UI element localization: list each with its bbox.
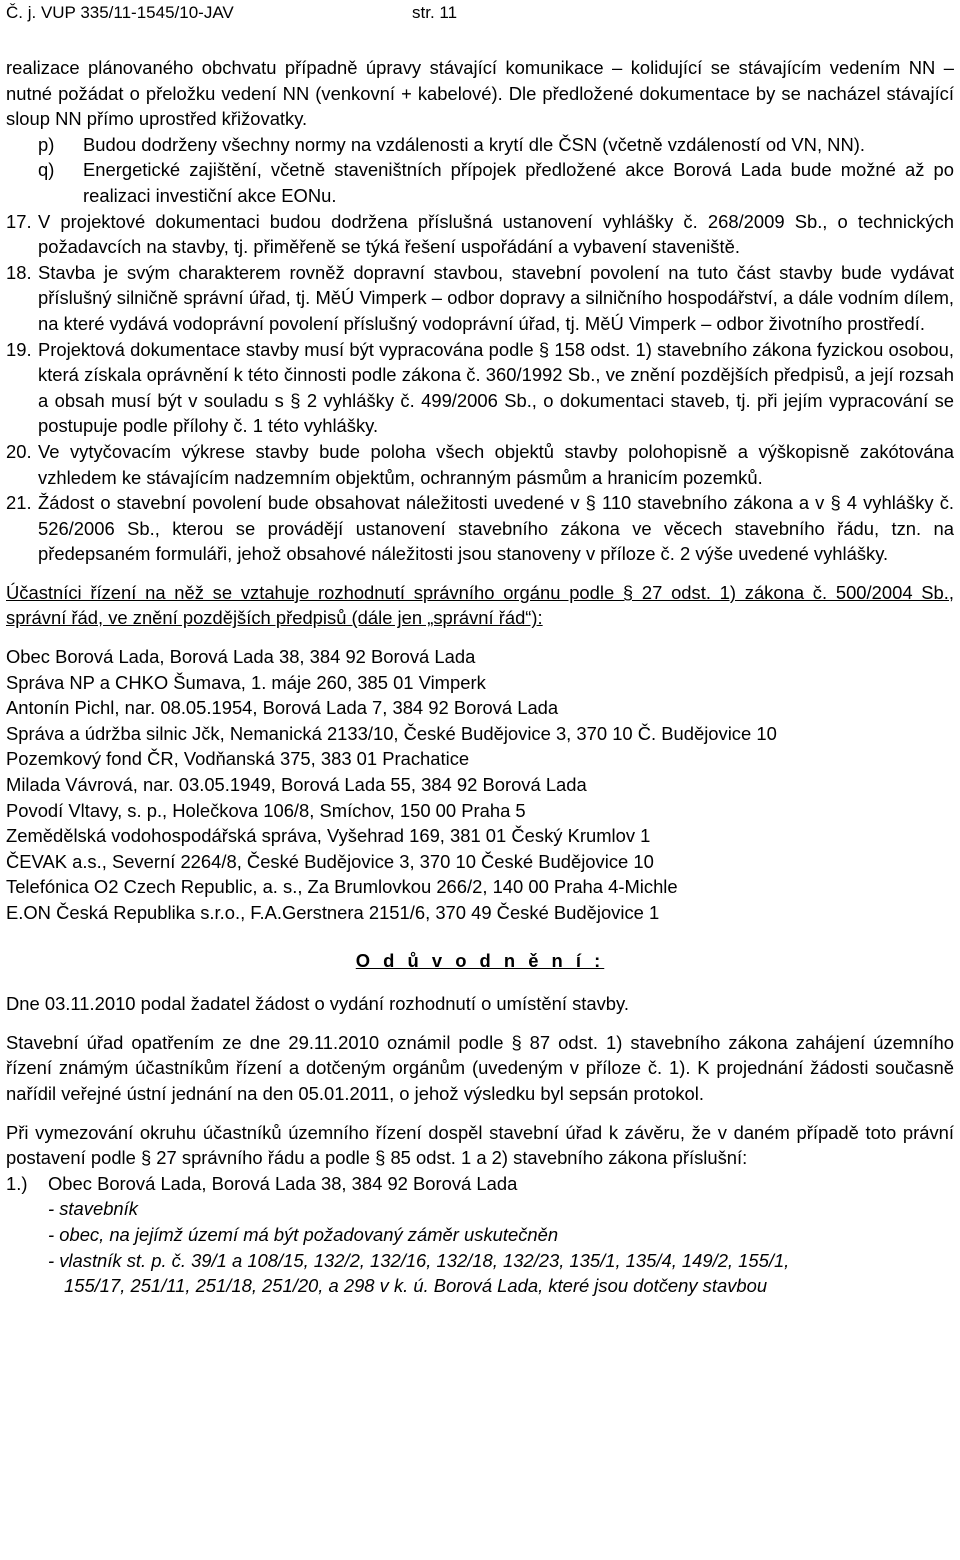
party-role: - obec, na jejímž území má být požadovaný záměr uskutečněn bbox=[48, 1223, 559, 1245]
party-entry bbox=[6, 1171, 954, 1299]
list-item bbox=[6, 157, 954, 208]
list-item-label: p) bbox=[38, 133, 55, 155]
numbered-condition bbox=[6, 260, 954, 337]
participants-heading: Účastníci řízení na něž se vztahuje rozhodnutí správního orgánu podle § 27 odst. 1) zákona č. 500/2004 Sb., správní řád, ve znění pozdějších předpisů (dále jen „správní řád“): bbox=[6, 581, 954, 629]
condition-text: Projektová dokumentace stavby musí být vypracována podle § 158 odst. 1) stavebního zákona fyzickou osobou, která získala oprávnění k této činnosti podle zákona č. 360/1992 Sb., ve znění pozdějších předpisů, a její rozsah a obsah musí být v souladu s § 2 vyhlášky č. 499/2006 Sb., o dokumentaci staveb, tj. při jejím vypracování se postupuje podle přílohy č. 1 této vyhlášky. bbox=[38, 338, 954, 437]
participant-entry: Správa NP a CHKO Šumava, 1. máje 260, 385 01 Vimperk bbox=[6, 671, 486, 693]
participant-entry: ČEVAK a.s., Severní 2264/8, České Budějovice 3, 370 10 České Budějovice 10 bbox=[6, 850, 654, 872]
condition-text: Žádost o stavební povolení bude obsahovat náležitosti uvedené v § 110 stavebního zákona a v § 4 vyhlášky č. 526/2006 Sb., kterou se provádějí ustanovení stavebního zákona ve věcech stavebního řádu, tzn. na předepsaném formuláři, jehož obsahové náležitosti jsou stanoveny v příloze č. 2 výše uvedené vyhlášky. bbox=[38, 492, 954, 565]
participant-entry: Milada Vávrová, nar. 03.05.1949, Borová Lada 55, 384 92 Borová Lada bbox=[6, 774, 587, 796]
party-roles bbox=[48, 1196, 954, 1298]
list-item-text: Energetické zajištění, včetně staveništních přípojek předložené akce Borová Lada bude možné až po realizaci investiční akce EONu. bbox=[83, 159, 954, 206]
spacer bbox=[6, 1107, 954, 1120]
condition-number: 20. bbox=[6, 440, 32, 462]
participant-entry: Zemědělská vodohospodářská správa, Vyšehrad 169, 381 01 Český Krumlov 1 bbox=[6, 825, 651, 847]
document-body bbox=[6, 55, 954, 1299]
party-number: 1.) bbox=[6, 1172, 28, 1194]
participant-entry: Pozemkový fond ČR, Vodňanská 375, 383 01 Prachatice bbox=[6, 748, 470, 770]
condition-text: Stavba je svým charakterem rovněž dopravní stavbou, stavební povolení na tuto část stavby bude vydávat příslušný silničně správní úřad, tj. MěÚ Vimperk – odbor dopravy a silničního hospodářství, a dále vodním dílem, na které vydává vodoprávní povolení příslušný vodoprávní úřad, tj. MěÚ Vimperk – odbor životního prostředí. bbox=[38, 261, 954, 334]
page-header bbox=[6, 2, 458, 24]
spacer bbox=[6, 1017, 954, 1030]
list-item-label: q) bbox=[38, 159, 55, 181]
numbered-condition bbox=[6, 337, 954, 439]
reasons-paragraph: Dne 03.11.2010 podal žadatel žádost o vydání rozhodnutí o umístění stavby. bbox=[6, 993, 629, 1015]
numbered-condition bbox=[6, 439, 954, 490]
numbered-condition bbox=[6, 490, 954, 567]
condition-number: 18. bbox=[6, 261, 32, 283]
reasons-paragraph: Při vymezování okruhu účastníků územního řízení dospěl stavební úřad k závěru, že v daném případě toto právní postavení podle § 27 správního řádu a podle § 85 odst. 1 a 2) stavebního zákona příslušní: bbox=[6, 1121, 954, 1169]
party-role: - stavebník bbox=[48, 1198, 138, 1220]
spacer bbox=[6, 926, 954, 948]
condition-number: 19. bbox=[6, 338, 32, 360]
condition-number: 17. bbox=[6, 210, 32, 232]
condition-number: 21. bbox=[6, 492, 32, 514]
condition-text: V projektové dokumentaci budou dodržena příslušná ustanovení vyhlášky č. 268/2009 Sb., o technických požadavcích na stavby, tj. přiměřeně se týká řešení uspořádání a vybavení staveniště. bbox=[38, 210, 954, 258]
continued-text: realizace plánovaného obchvatu případně úpravy stávající komunikace – kolidující se stávajícím vedením NN – nutné požádat o přeložku vedení NN (venkovní + kabelové). Dle předložené dokumentace by se nacházel stávající sloup NN přímo uprostřed křižovatky. bbox=[6, 57, 954, 130]
participants-list bbox=[6, 644, 954, 926]
party-role: - vlastník st. p. č. 39/1 a 108/15, 132/2, 132/16, 132/18, 132/23, 135/1, 135/4, 149/2, 155/1, bbox=[48, 1249, 790, 1271]
participant-entry: Telefónica O2 Czech Republic, a. s., Za Brumlovkou 266/2, 140 00 Praha 4-Michle bbox=[6, 876, 678, 898]
participant-entry: Správa a údržba silnic Jčk, Nemanická 2133/10, České Budějovice 3, 370 10 Č. Budějovice 10 bbox=[6, 722, 777, 744]
reasons-paragraph: Stavební úřad opatřením ze dne 29.11.2010 oznámil podle § 87 odst. 1) stavebního zákona zahájení územního řízení známým účastníkům řízení a dotčeným orgánům (uvedeným v příloze č. 1). K projednání žádosti současně nařídil veřejné ústní jednání na den 05.01.2011, o jehož výsledku byl sepsán protokol. bbox=[6, 1031, 954, 1104]
party-role-continuation: 155/17, 251/11, 251/18, 251/20, a 298 v k. ú. Borová Lada, které jsou dotčeny stavbou bbox=[64, 1275, 768, 1297]
participant-entry: Obec Borová Lada, Borová Lada 38, 384 92 Borová Lada bbox=[6, 646, 476, 668]
spacer bbox=[6, 631, 954, 644]
page-number: str. 11 bbox=[412, 3, 458, 22]
reasons-heading-text: O d ů v o d n ě n í : bbox=[355, 949, 605, 971]
list-item bbox=[6, 132, 954, 158]
numbered-condition bbox=[6, 209, 954, 260]
participant-entry: Antonín Pichl, nar. 08.05.1954, Borová Lada 7, 384 92 Borová Lada bbox=[6, 697, 559, 719]
party-line bbox=[6, 1171, 954, 1197]
list-item-text: Budou dodrženy všechny normy na vzdálenosti a krytí dle ČSN (včetně vzdáleností od VN, NN). bbox=[83, 133, 865, 155]
document-reference: Č. j. VUP 335/11-1545/10-JAV bbox=[6, 3, 234, 22]
reasons-heading bbox=[6, 948, 954, 974]
spacer bbox=[6, 973, 954, 991]
participant-entry: Povodí Vltavy, s. p., Holečkova 106/8, Smíchov, 150 00 Praha 5 bbox=[6, 799, 526, 821]
condition-text: Ve vytyčovacím výkrese stavby bude poloha všech objektů stavby polohopisně a výškopisně zakótována vzhledem ke stávajícím nadzemním objektům, ochranným pásmům a hranicím pozemků. bbox=[38, 440, 954, 488]
participant-entry: E.ON Česká Republika s.r.o., F.A.Gerstnera 2151/6, 370 49 České Budějovice 1 bbox=[6, 902, 660, 923]
spacer bbox=[6, 567, 954, 580]
party-name: Obec Borová Lada, Borová Lada 38, 384 92 Borová Lada bbox=[48, 1172, 518, 1194]
